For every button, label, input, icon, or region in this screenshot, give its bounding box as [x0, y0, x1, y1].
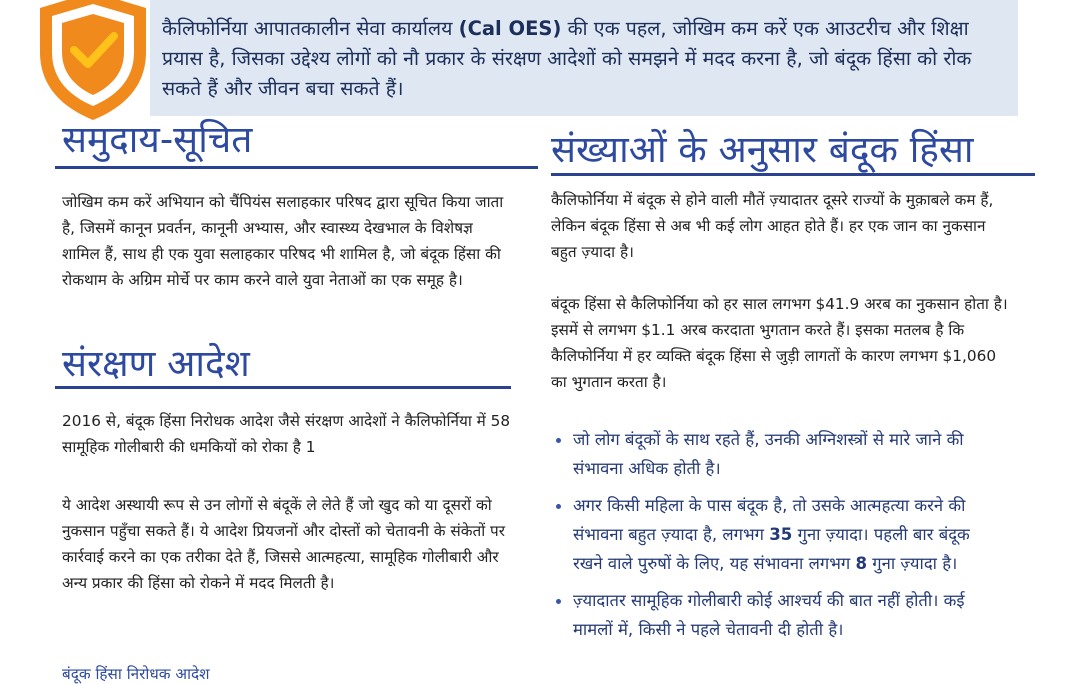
heading-rule — [55, 166, 538, 169]
banner-text-post: की एक पहल, जोखिम कम करें एक आउटरीच और शिक्षा प्रयास है, जिसका उद्देश्य लोगों को नौ प्रकार के संरक्षण आदेशों को समझने में मदद करना है, जो बंदूक हिंसा को रोक सकते हैं और जीवन बचा सकते हैं। — [162, 17, 972, 100]
list-item — [553, 491, 993, 578]
community-paragraph: जोखिम कम करें अभियान को चैंपियंस सलाहकार परिषद द्वारा सूचित किया जाता है, जिसमें कानून प्रवर्तन, कानूनी अभ्यास, और स्वास्थ्य देखभाल के विशेषज्ञ शामिल हैं, साथ ही एक युवा सलाहकार परिषद भी शामिल है, जो बंदूक हिंसा की रोकथाम के अग्रिम मोर्चे पर काम करने वाले युवा नेताओं का एक समूह है। — [62, 193, 504, 289]
shield-check-icon — [36, 0, 150, 122]
bullet-text: गुना ज़्यादा है। — [867, 554, 958, 573]
bullet-bold-number: 35 — [769, 525, 793, 544]
intro-banner — [150, 0, 1018, 116]
heading-rule — [551, 173, 1035, 176]
heading-gun-violence-by-numbers: संख्याओं के अनुसार बंदूक हिंसा — [551, 128, 974, 171]
heading-rule — [55, 386, 511, 389]
heading-protection-orders: संरक्षण आदेश — [62, 342, 250, 385]
protection-orders-paragraph-2: ये आदेश अस्थायी रूप से उन लोगों से बंदूकें ले लेते हैं जो खुद को या दूसरों को नुकसान पहुँचा सकते हैं। ये आदेश प्रियजनों और दोस्तों को चेतावनी के संकेतों पर कार्रवाई करने का एक तरीका देते हैं, जिससे आत्महत्या, सामूहिक गोलीबारी और अन्य प्रकार की हिंसा को रोकने में मदद मिलती है। — [62, 496, 505, 592]
statistics-list — [553, 425, 993, 652]
protection-orders-paragraph-1: 2016 से, बंदूक हिंसा निरोधक आदेश जैसे संरक्षण आदेशों ने कैलिफोर्निया में 58 सामूहिक गोलीबारी की धमकियों को रोका है 1 — [62, 412, 511, 456]
bullet-text: गुना ज़्यादा। पहली बार बंदूक रखने वाले पुरुषों के लिए, यह संभावना लगभग — [573, 525, 970, 573]
numbers-paragraph-1: कैलिफोर्निया में बंदूक से होने वाली मौतें ज़्यादातर दूसरे राज्यों के मुक़ाबले कम हैं, लेकिन बंदूक हिंसा से अब भी कई लोग आहत होते हैं। हर एक जान का नुकसान बहुत ज़्यादा है। — [551, 191, 994, 261]
bullet-text: ज़्यादातर सामूहिक गोलीबारी कोई आश्चर्य की बात नहीं होती। कई मामलों में, किसी ने पहले चेतावनी दी होती है। — [573, 591, 965, 639]
heading-community-informed: समुदाय-सूचित — [62, 118, 253, 161]
bullet-text: जो लोग बंदूकों के साथ रहते हैं, उनकी अग्निशस्त्रों से मारे जाने की संभावना अधिक होती है। — [573, 430, 964, 478]
numbers-paragraph-2: बंदूक हिंसा से कैलिफोर्निया को हर साल लगभग $41.9 अरब का नुकसान होता है। इसमें से लगभग $1.1 अरब करदाता भुगतान करते हैं। इसका मतलब है कि कैलिफोर्निया में हर व्यक्ति बंदूक हिंसा से जुड़ी लागतों के कारण लगभग $1,060 का भुगतान करता है। — [551, 295, 1008, 391]
cutoff-subheading: बंदूक हिंसा निरोधक आदेश — [62, 665, 210, 683]
bullet-text: अगर किसी महिला के पास बंदूक है, तो उसके आत्महत्या करने की संभावना बहुत ज़्यादा है, लगभग — [573, 496, 966, 544]
list-item — [553, 586, 993, 644]
banner-text-pre: कैलिफोर्निया आपातकालीन सेवा कार्यालय — [162, 17, 459, 40]
list-item — [553, 425, 993, 483]
bullet-bold-number: 8 — [855, 554, 868, 573]
banner-text-bold: (Cal OES) — [458, 17, 562, 40]
